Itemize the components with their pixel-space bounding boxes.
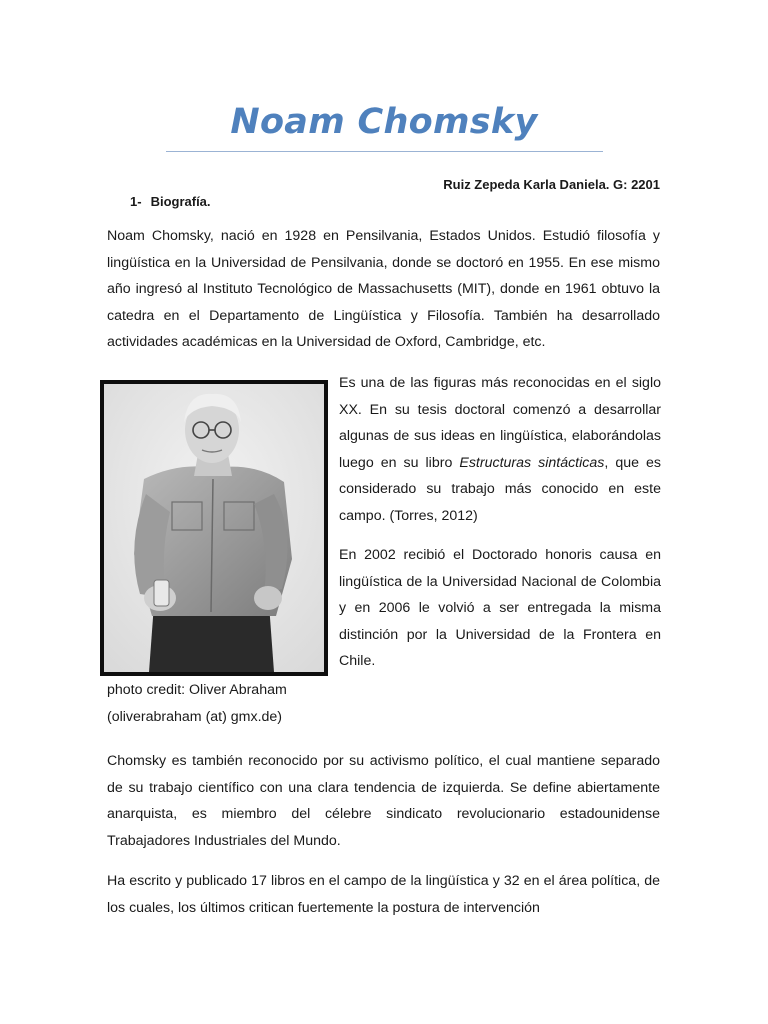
paragraph-2-text-end: , que es considerado su trabajo más conocido en este campo. (Torres, 2012) — [339, 454, 661, 524]
section-number: 1- — [130, 194, 142, 209]
photo-caption-credit: photo credit: Oliver Abraham — [107, 682, 287, 698]
paragraph-syntactic-structures — [339, 370, 661, 529]
portrait-photo — [100, 380, 328, 676]
paragraph-biography-intro: Noam Chomsky, nació en 1928 en Pensilvania, Estados Unidos. Estudió filosofía y lingüística en la Universidad de Pensilvania, donde se doctoró en 1955. En ese mismo año ingresó al Instituto Tecnológico de Massachusetts (MIT), donde en 1961 obtuvo la catedra en el Departamento de Lingüística y Filosofía. También ha desarrollado actividades académicas en la Universidad de Oxford, Cambridge, etc. — [107, 228, 660, 350]
photo-caption — [107, 677, 287, 730]
book-title-italic: Estructuras sintácticas — [459, 454, 605, 471]
portrait-image — [104, 384, 324, 672]
paragraph-activism: Chomsky es también reconocido por su activismo político, el cual mantiene separado de su trabajo científico con una clara tendencia de izquierda. Se define abiertamente anarquista, es miembro del célebre sindicato revolucionario estadounidense Trabajadores Industriales del Mundo. — [107, 753, 660, 849]
section-title: Biografía. — [150, 194, 211, 209]
paragraph-honoris-causa: En 2002 recibió el Doctorado honoris causa en lingüística de la Universidad Nacional de Colombia y en 2006 le volvió a ser entregada la misma distinción por la Universidad de la Frontera en Chile. — [339, 547, 661, 669]
paragraph-publications: Ha escrito y publicado 17 libros en el campo de la lingüística y 32 en el área política, de los cuales, los últimos critican fuertemente la postura de intervención — [107, 873, 660, 916]
paragraph-2-text-start: Es una de las figuras más reconocidas en el siglo XX. En su tesis doctoral comenzó a desarrollar algunas de sus ideas en lingüística, elaborándolas luego en su libro — [339, 375, 661, 471]
author-line: Ruiz Zepeda Karla Daniela. G: 2201 — [443, 177, 660, 192]
document-title: Noam Chomsky — [230, 102, 538, 142]
title-underline — [166, 151, 603, 152]
photo-caption-contact: (oliverabraham (at) gmx.de) — [107, 708, 283, 725]
section-heading — [130, 194, 211, 209]
